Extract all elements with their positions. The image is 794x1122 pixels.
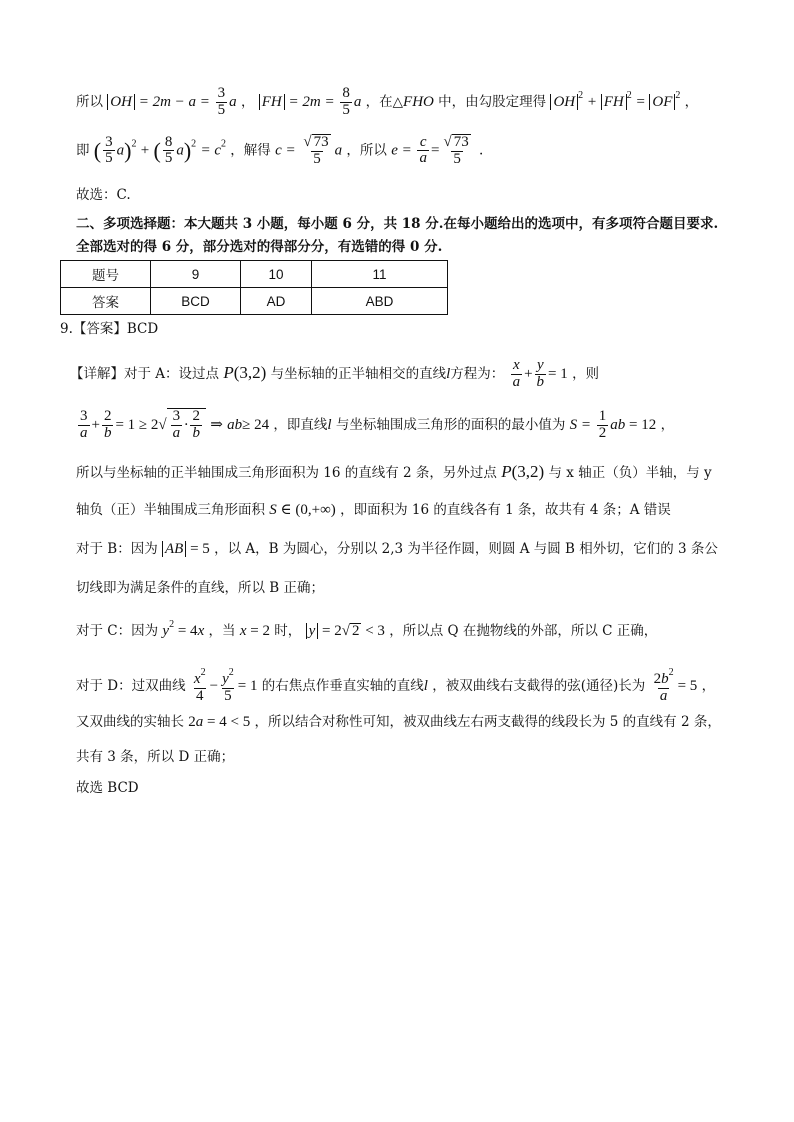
table-cell: ABD (312, 288, 448, 315)
text: 时， (274, 623, 302, 639)
conclusion-c: 故选：C. (76, 187, 131, 203)
section-title-line1: 二、多项选择题：本大题共 3 小题，每小题 6 分，共 18 分.在每小题给出的选项中，有多项符合题目要求. (76, 216, 719, 232)
text: ，被双曲线右支截得的弦(通径)长为 (432, 677, 646, 694)
line-solve-e: 即 ( $\frac{3}{5}$ a)$^2$ + ( $\frac{8}{5}$ $a)^2 = c^2$ ，解得 c = $\frac{√ 73}{5}$ a ，所以 e = $\frac{c}{a}$ = $\frac{√ 73}{5}$ . (76, 133, 484, 167)
text: 轴负（正）半轴围成三角形面积 (76, 502, 265, 518)
line-oh-fh: 所以 OH = 2m − a = $\frac{3}{5}$ a ， FH = 2m = $\frac{8}{5}$ a ，在△FHO 中，由勾股定理得 OH $^2$ + FH $^2$ = OF $^2$ ， (76, 85, 699, 118)
text: ，以 A，B 为圆心，分别以 2,3 为半径作圆，则圆 A 与圆 B 相外切，它们的 3 条公 (214, 541, 718, 557)
text: 对于 B：因为 (76, 541, 158, 557)
table-cell: 答案 (61, 288, 151, 315)
detail-c-line: 对于 C：因为 $y^2 = 4x$ ，当 x = 2 时， y = 2√ 2 < 3 ，所以点 Q 在抛物线的外部，所以 C 正确， (76, 619, 658, 639)
text: 与坐标轴的正半轴相交的直线 (270, 365, 447, 382)
text: 与坐标轴围成三角形的面积的最小值为 (335, 416, 566, 433)
q9-answer: 9.【答案】BCD (60, 321, 159, 337)
math-fh: FH = 2m = (259, 94, 339, 110)
final-answer: 故选 BCD (76, 780, 139, 796)
detail-b-line2: 切线即为满足条件的直线，所以 B 正确； (76, 580, 325, 596)
text: . (478, 142, 484, 159)
frac-8-5: $\frac{8}{5}$ (342, 85, 350, 118)
text: ， (701, 677, 716, 694)
text: ，在△ (365, 93, 404, 110)
table-row (61, 288, 448, 315)
text: 所以与坐标轴的正半轴围成三角形面积为 16 的直线有 2 条，另外过点 (76, 465, 497, 481)
text: ， (684, 93, 699, 110)
table-cell: 9 (151, 261, 241, 288)
text: ， (660, 416, 675, 433)
text: ，即直线 (273, 416, 328, 433)
table-row (61, 261, 448, 288)
math-pythagoras: OH $^2$ + FH $^2$ = OF $^2$ (550, 94, 680, 110)
detail-a-line2: $\frac{3}{a}$ + $\frac{2}{b}$ = 1 ≥ 2√ $\frac{3}{a}$ · $\frac{2}{b}$ ⇒ ab≥ 24 ，即直线l 与坐标轴围成三角形的面积的最小值为 S = $\frac{1}{2}$ ab = 12 ， (80, 408, 675, 441)
text: 与 x 轴正（负）半轴，与 y (548, 465, 712, 481)
text: ，则 (572, 365, 600, 382)
detail-d-line3: 共有 3 条，所以 D 正确； (76, 749, 235, 765)
text: 【详解】对于 A：设过点 (70, 365, 220, 382)
detail-d-line2: 又双曲线的实轴长 2a = 4 < 5 ，所以结合对称性可知，被双曲线左右两支截得的线段长为 5 的直线有 2 条， (76, 714, 721, 730)
text: 对于 D：过双曲线 (76, 677, 186, 694)
section-title-line2: 全部选对的得 6 分，部分选对的得部分分，有选错的得 0 分. (76, 239, 443, 255)
text: 又双曲线的实轴长 (76, 714, 184, 730)
text: 的右焦点作垂直实轴的直线 (261, 677, 424, 694)
text: ，当 (208, 623, 236, 639)
table-cell: 题号 (61, 261, 151, 288)
detail-b-line1: 对于 B：因为 AB = 5 ，以 A，B 为圆心，分别以 2,3 为半径作圆，则圆 A 与圆 B 相外切，它们的 3 条公 (76, 541, 718, 557)
text: ，解得 (230, 142, 271, 159)
text: ， (240, 93, 255, 110)
table-cell: 10 (241, 261, 312, 288)
table-cell: 11 (312, 261, 448, 288)
text: ，所以点 Q 在抛物线的外部，所以 C 正确， (389, 623, 658, 639)
detail-a-line3: 所以与坐标轴的正半轴围成三角形面积为 16 的直线有 2 条，另外过点 P(3,2) 与 x 轴正（负）半轴，与 y (76, 462, 712, 481)
text: 对于 C：因为 (76, 623, 159, 639)
table-cell: BCD (151, 288, 241, 315)
math-oh: OH = 2m − a = (107, 94, 213, 110)
detail-a-line1: 【详解】对于 A：设过点 P(3,2) 与坐标轴的正半轴相交的直线l方程为： $\frac{x}{a}$ + $\frac{y}{b}$ = 1 ，则 (70, 357, 600, 390)
answer-table (60, 260, 448, 315)
text: ，即面积为 16 的直线各有 1 条，故共有 4 条；A 错误 (340, 502, 671, 518)
text: ，所以结合对称性可知，被双曲线左右两支截得的线段长为 5 的直线有 2 条， (254, 714, 721, 730)
text: 中，由勾股定理得 (438, 93, 547, 110)
table-cell: AD (241, 288, 312, 315)
text: 即 (76, 142, 90, 159)
frac-3-5: $\frac{3}{5}$ (217, 85, 226, 118)
detail-d-line1: 对于 D：过双曲线 $\frac{x^2}{4}$ − $\frac{y^2}{5}$ = 1 的右焦点作垂直实轴的直线l ，被双曲线右支截得的弦(通径)长为 $\frac{2b^2}{a}$ = 5 ， (76, 667, 716, 704)
text: ，所以 (346, 142, 387, 159)
text: 所以 (76, 93, 103, 110)
detail-a-line4: 轴负（正）半轴围成三角形面积 S ∈ (0,+∞) ，即面积为 16 的直线各有 1 条，故共有 4 条；A 错误 (76, 502, 671, 518)
text: 方程为： (450, 365, 505, 382)
